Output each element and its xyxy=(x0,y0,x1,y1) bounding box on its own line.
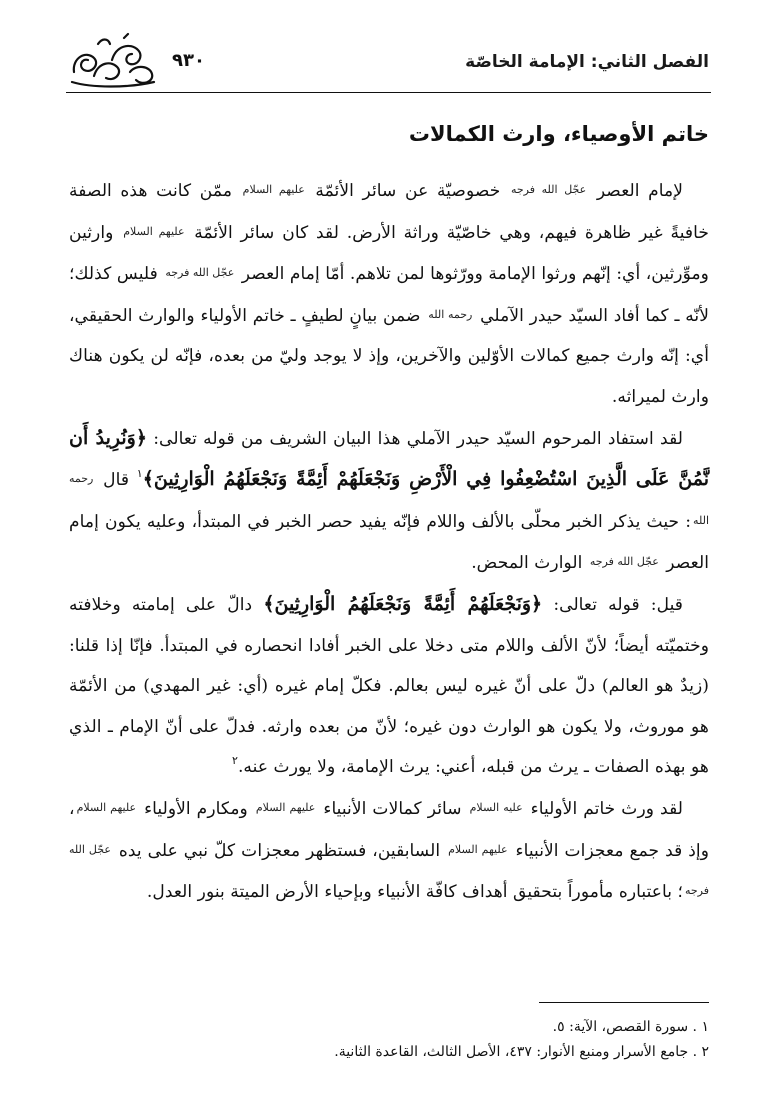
footnote-2: ٢ . جامع الأسرار ومنبع الأنوار: ٤٣٧، الأصل الثالث، القاعدة الثانية. xyxy=(334,1044,709,1060)
honorific-ahs-icon: عليهم السلام xyxy=(76,800,137,814)
honorific-ahs-icon: عليهم السلام xyxy=(242,183,305,196)
page-number: ٩٣٠ xyxy=(172,50,205,71)
text-segment: ضمن بيانٍ لطيفٍ ـ خاتم الأولياء والوارث الحقيقي، أي: إنّه وارث جميع كمالات الأوّلين والآخرين، وإذ لا يوجد وليّ من بعده، فإنّه لن يكون هناك وارث لميراثه. xyxy=(69,305,709,407)
decorative-ornament-icon xyxy=(68,32,158,90)
paragraph-3 xyxy=(69,584,709,788)
section-title: خاتم الأوصياء، وارث الكمالات xyxy=(408,122,709,146)
text-segment: ممّن كانت هذه الصفة خافيةً غير ظاهرة فيهم، وهي خاصّيّة وراثة الأرض. لقد كان سائر الأئمّة xyxy=(69,181,710,243)
text-segment: خصوصيّة عن سائر الأئمّة xyxy=(315,181,501,201)
text-segment: لقد استفاد المرحوم السيّد حيدر الآملي هذا البيان الشريف من قوله تعالى: xyxy=(153,428,684,449)
honorific-ahs-icon: عليهم السلام xyxy=(448,842,508,856)
text-segment: الوارث المحض. xyxy=(471,553,583,574)
text-segment: لإمام العصر xyxy=(596,181,684,201)
text-segment: ومكارم الأولياء xyxy=(144,798,248,819)
main-text xyxy=(69,170,709,913)
text-segment: لقد ورث خاتم الأولياء xyxy=(530,798,683,819)
text-segment: دالّ على إمامته وخلافته وختميّته أيضاً؛ لأنّ الألف واللام متى دخلا على الخبر أفادا انحصاره في المبتدأ. فإنّا إذا قلنا: (زيدٌ هو العالم) دلّ على أنّ غيره ليس بعالم. فكلّ إمام غيره (أي: غير المهدي) من الأئمّة هو موروث، ولا يكون هو الوارث دون غيره؛ لأنّ من بعده وارثه. فدلّ على أنّ الإمام ـ الذي هو بهذه الصفات ـ يرث من قبله، أعني: يرث الإمامة، ولا يورث عنه. xyxy=(69,594,709,778)
text-segment: السابقين، فستظهر معجزات كلّ نبي على يده xyxy=(118,840,441,861)
text-segment: قيل: قوله تعالى: xyxy=(553,594,684,615)
text-segment: ، وإذ قد جمع معجزات الأنبياء xyxy=(69,798,709,861)
running-header: الفصل الثاني: الإمامة الخاصّة xyxy=(465,52,709,72)
honorific-rh-icon: رحمه الله xyxy=(69,472,709,527)
paragraph-2 xyxy=(69,418,709,584)
footnote-ref[interactable]: ٢ xyxy=(232,754,238,768)
honorific-ajtf-icon: عجّل الله فرجه xyxy=(165,266,235,280)
honorific-rh-icon: رحمه الله xyxy=(428,307,473,321)
text-segment: فليس كذلك؛ لأنّه ـ كما أفاد السيّد حيدر الآملي xyxy=(68,264,710,326)
honorific-ajtf-icon: عجّل الله فرجه xyxy=(510,183,587,196)
honorific-ahs-icon: عليهم السلام xyxy=(255,800,316,814)
footnote-divider xyxy=(539,1002,709,1003)
quran-verse: ﴿وَنَجْعَلَهُمْ أَئِمَّةً وَنَجْعَلَهُمُ الْوَارِثِينَ﴾ xyxy=(263,592,543,615)
honorific-ahs-icon: عليهم السلام xyxy=(123,224,185,238)
text-segment: سائر كمالات الأنبياء xyxy=(323,798,462,819)
honorific-as-icon: عليه السلام xyxy=(469,800,523,814)
text-segment: ؛ باعتباره مأموراً بتحقيق أهداف كافّة الأنبياء وبإحياء الأرض الميتة بنور العدل. xyxy=(146,882,683,903)
paragraph-4 xyxy=(69,788,709,913)
text-segment: قال xyxy=(103,470,130,491)
footnote-ref[interactable]: ١ xyxy=(136,467,143,481)
honorific-ajtf-icon: عجّل الله فرجه xyxy=(589,555,659,569)
paragraph-1 xyxy=(69,170,709,418)
footnote-1: ١ . سورة القصص، الآية: ٥. xyxy=(552,1019,709,1035)
honorific-ajtf-icon: عجّل الله فرجه xyxy=(69,842,709,898)
header-divider xyxy=(66,92,711,93)
footnotes xyxy=(69,1015,709,1065)
text-segment: : حيث يذكر الخبر محلّى بالألف واللام فإنّه يفيد حصر الخبر في المبتدأ، وعليه يكون إمام العصر xyxy=(69,511,709,574)
quran-verse: ﴿وَنُرِيدُ أَن نَّمُنَّ عَلَى الَّذِينَ اسْتُضْعِفُوا فِي الْأَرْضِ وَنَجْعَلَهُمْ أَئِمَّةً وَنَجْعَلَهُمُ الْوَارِثِينَ﴾ xyxy=(69,426,709,491)
text-segment: وارثين وموِّرثين، أي: إنّهم ورثوا الإمامة وورّثوها لمن تلاهم. أمّا إمام العصر xyxy=(69,222,709,285)
